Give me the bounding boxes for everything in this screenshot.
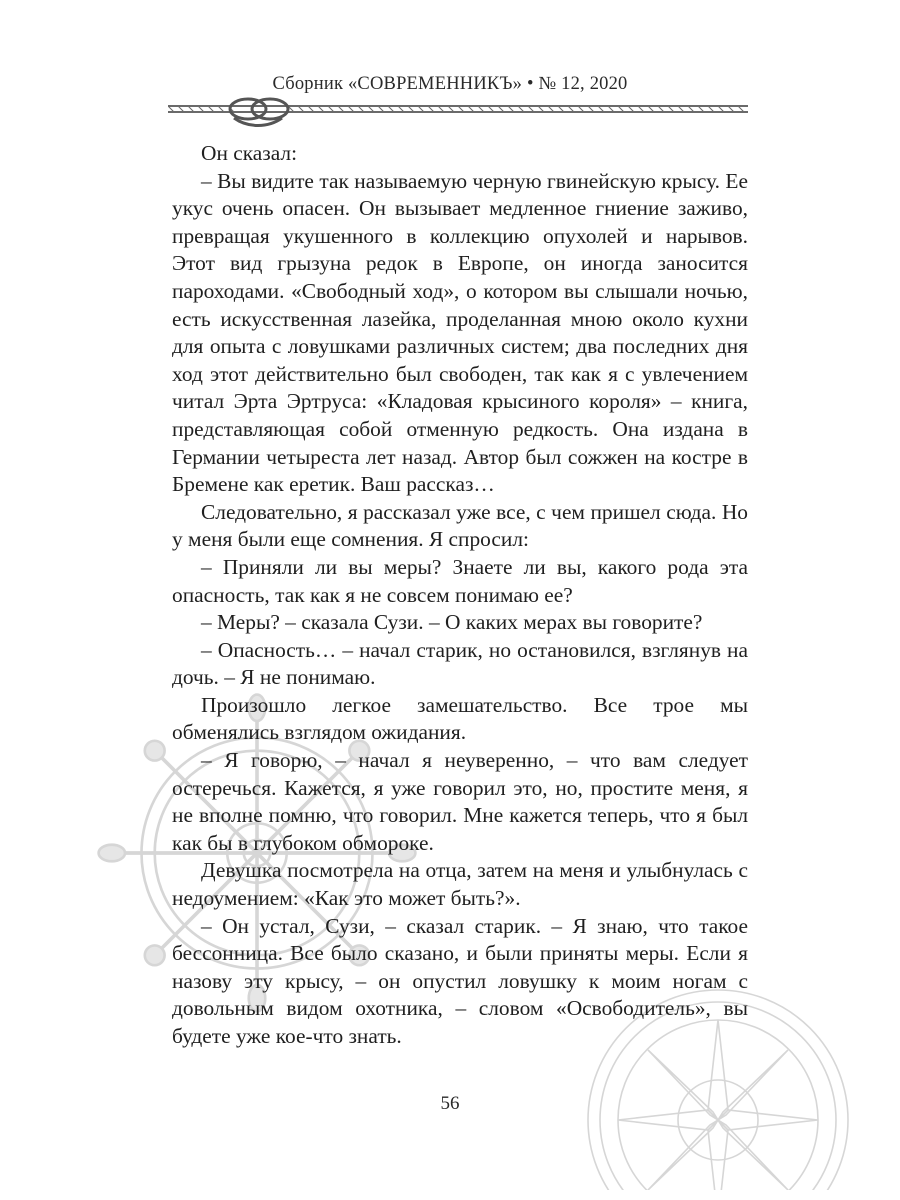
paragraph: – Он устал, Сузи, – сказал старик. – Я знаю, что такое бессонница. Все было сказано, и были приняты меры. Если я назову эту крысу, – он опустил ловушку к моим ногам с довольным видом охотника, – словом «Освободитель», вы будете уже кое-что знать. [172,913,748,1048]
paragraph: Произошло легкое замешательство. Все трое мы обменялись взглядом ожидания. [172,692,748,745]
paragraph: – Меры? – сказала Сузи. – О каких мерах вы говорите? [201,610,703,635]
paragraph: – Опасность… – начал старик, но остановился, взглянув на дочь. – Я не понимаю. [172,637,748,690]
body-text [172,140,748,1051]
rope-knot-ornament [168,92,748,128]
paragraph: – Вы видите так называемую черную гвинейскую крысу. Ее укус очень опасен. Он вызывает медленное гниение заживо, превращая укушенного в коллекцию опухолей и нарывов. Этот вид грызуна редок в Европе, он иногда заносится пароходами. «Свободный ход», о котором вы слышали ночью, есть искусственная лазейка, проделанная мною около кухни для опыта с ловушками различных систем; два последних дня ход этот действительно был свободен, так как я с увлечением читал Эрта Эртруса: «Кладовая крысиного короля» – книга, представляющая собой отменную редкость. Она издана в Германии четыреста лет назад. Автор был сожжен на костре в Бремене как еретик. Ваш рассказ… [172,168,748,497]
running-header: Сборник «СОВРЕМЕННИКЪ» • № 12, 2020 [272,74,628,94]
paragraph: – Я говорю, – начал я неуверенно, – что вам следует остеречься. Кажется, я уже говорил это, но, простите меня, я не вполне помню, что говорил. Мне кажется теперь, что я был как бы в глубоком обмороке. [172,748,748,855]
paragraph: – Приняли ли вы меры? Знаете ли вы, какого рода эта опасность, так как я не совсем понимаю ее? [172,554,748,607]
paragraph: Следовательно, я рассказал уже все, с чем пришел сюда. Но у меня были еще сомнения. Я спросил: [172,499,748,552]
paragraph: Девушка посмотрела на отца, затем на меня и улыбнулась с недоумением: «Как это может быть?». [172,858,748,911]
paragraph: Он сказал: [201,141,298,165]
page-number: 56 [440,1093,460,1114]
